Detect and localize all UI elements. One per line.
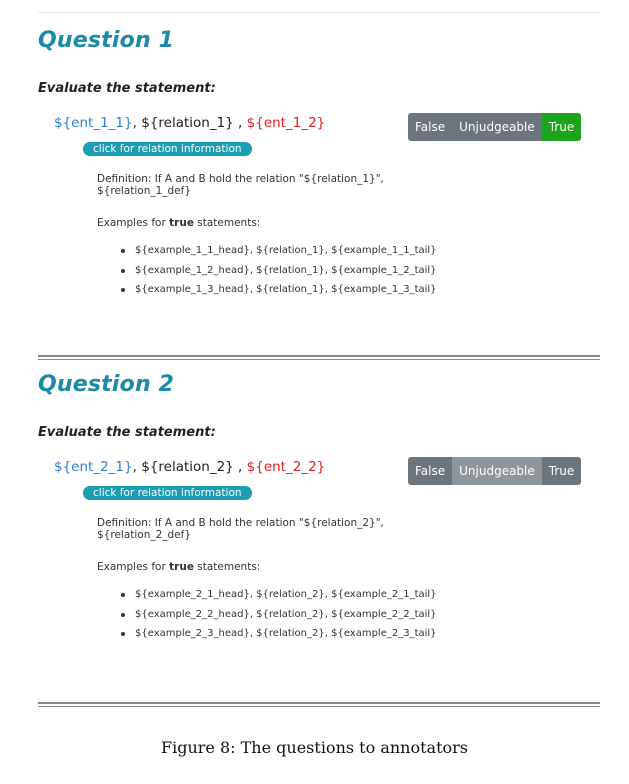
relation-definition: Definition: If A and B hold the relation "${relation_2}", ${relation_2_def} [97,517,384,541]
examples-intro [97,217,260,229]
examples-intro [97,561,260,573]
examples-intro-text: Examples for [97,217,170,229]
example-item: ${example_2_2_head}, ${relation_2}, ${example_2_2_tail} [121,608,437,628]
answer-button-group [408,113,581,141]
relation-info-button[interactable]: click for relation information [83,486,252,500]
examples-intro-text: statements: [193,217,261,229]
section-divider [38,355,600,360]
question-1 [38,28,600,295]
answer-button-group [408,457,581,485]
question-prompt: Evaluate the statement: [38,81,216,96]
separator: , [132,459,142,475]
example-item: ${example_1_3_head}, ${relation_1}, ${example_1_3_tail} [121,283,437,303]
question-prompt: Evaluate the statement: [38,425,216,440]
relation: ${relation_2} [141,459,234,475]
section-divider [38,702,600,707]
false-button[interactable]: False [408,113,452,141]
true-button[interactable]: True [542,457,582,485]
head-entity: ${ent_1_1} [54,115,133,131]
relation: ${relation_1} [141,115,234,131]
example-item: ${example_2_1_head}, ${relation_2}, ${example_2_1_tail} [121,588,437,608]
unjudgeable-button[interactable]: Unjudgeable [452,457,542,485]
examples-intro-text: statements: [193,561,261,573]
unjudgeable-button[interactable]: Unjudgeable [452,113,542,141]
tail-entity: ${ent_2_2} [246,459,326,475]
examples-intro-bold: true [169,561,194,573]
false-button[interactable]: False [408,457,452,485]
head-entity: ${ent_2_1} [54,459,133,475]
statement [54,459,325,475]
example-item: ${example_2_3_head}, ${relation_2}, ${example_2_3_tail} [121,627,437,647]
relation-definition: Definition: If A and B hold the relation "${relation_1}", ${relation_1_def} [97,173,384,197]
relation-info-button[interactable]: click for relation information [83,142,252,156]
example-item: ${example_1_1_head}, ${relation_1}, ${example_1_1_tail} [121,244,437,264]
separator: , [132,115,142,131]
question-2 [38,372,600,639]
examples-intro-text: Examples for [97,561,170,573]
question-title: Question 1 [38,28,175,53]
examples-list [121,244,437,303]
statement [54,115,325,131]
question-title: Question 2 [38,372,175,397]
true-button[interactable]: True [542,113,582,141]
example-item: ${example_1_2_head}, ${relation_1}, ${example_1_2_tail} [121,264,437,284]
top-divider [38,12,600,13]
separator: , [233,115,247,131]
figure-caption: Figure 8: The questions to annotators [161,738,468,757]
examples-list [121,588,437,647]
examples-intro-bold: true [169,217,194,229]
separator: , [233,459,247,475]
tail-entity: ${ent_1_2} [246,115,326,131]
